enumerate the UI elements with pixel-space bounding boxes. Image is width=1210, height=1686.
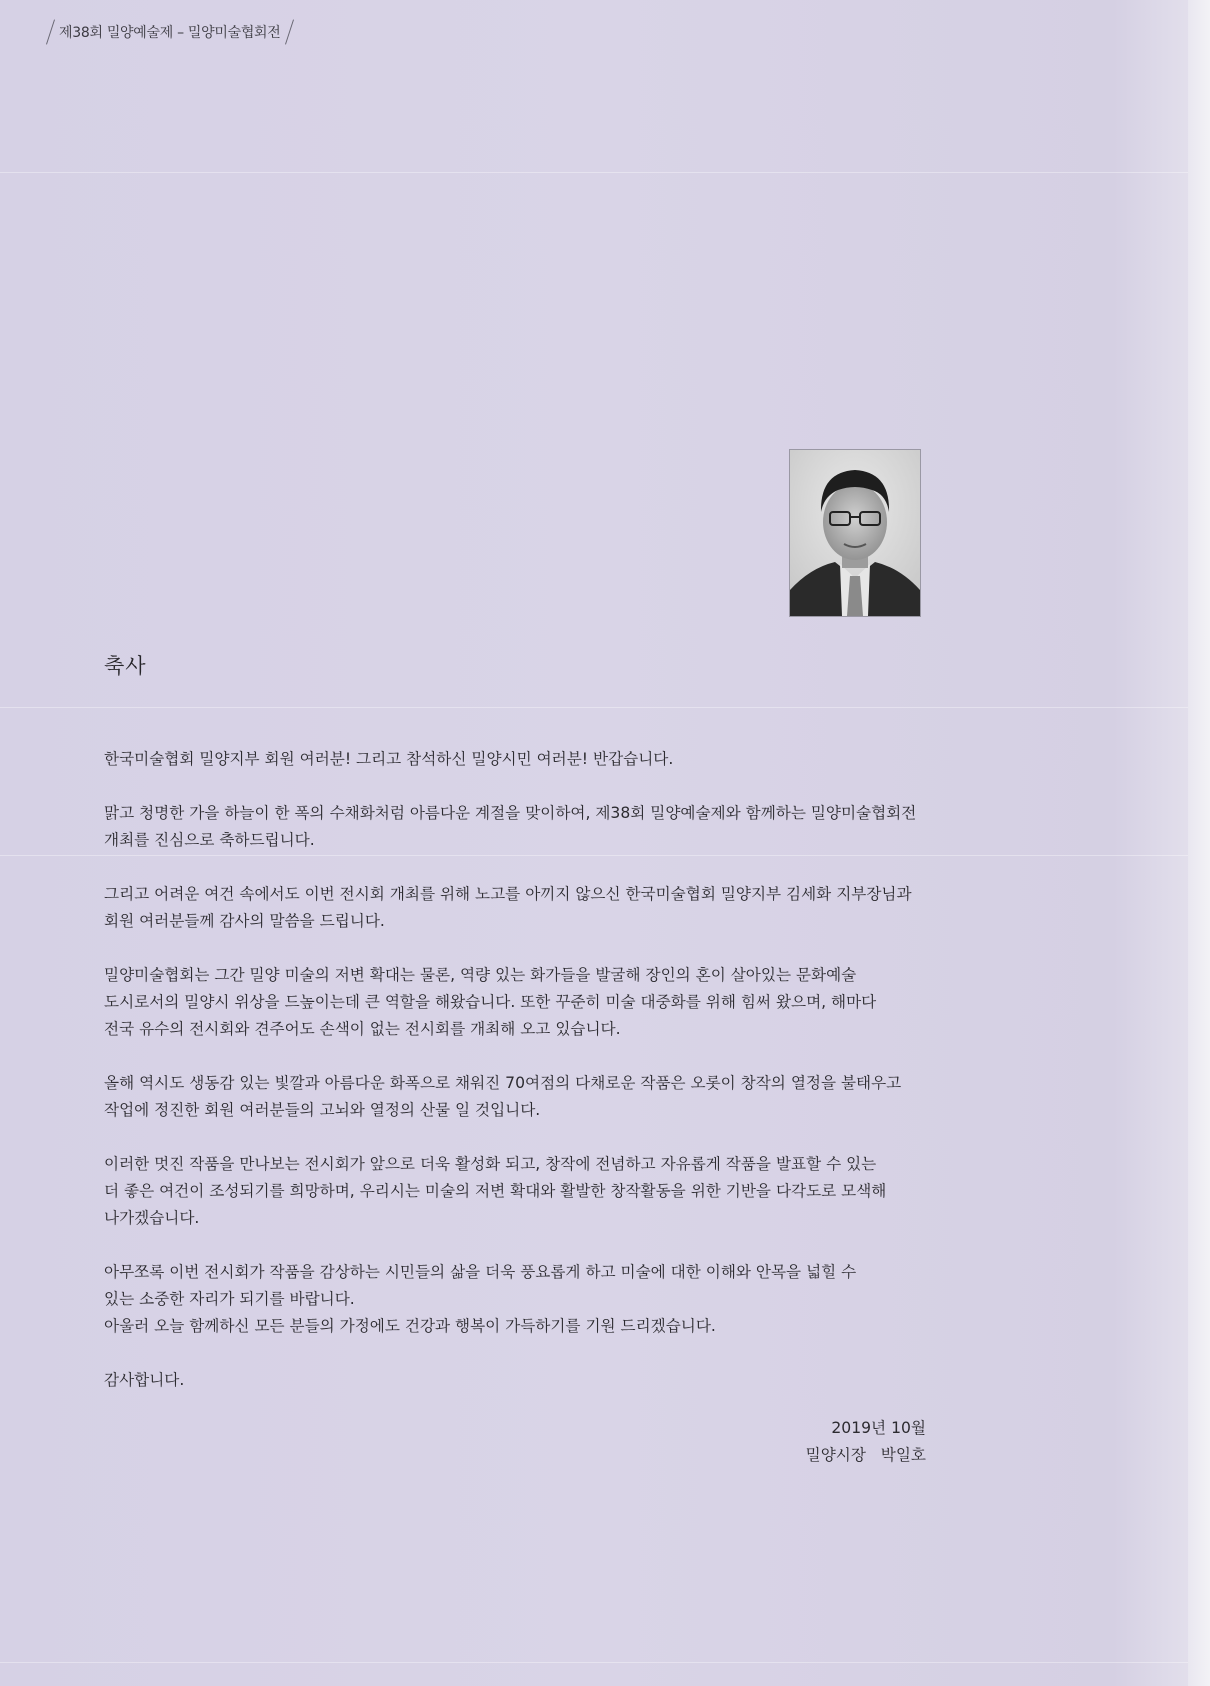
running-header [50, 18, 290, 46]
paragraph: 한국미술협회 밀양지부 회원 여러분! 그리고 참석하신 밀양시민 여러분! 반갑습니다. [104, 750, 674, 768]
signature-name: 밀양시장 박일호 [805, 1446, 926, 1464]
signature-date: 2019년 10월 [831, 1419, 926, 1437]
portrait-photo [789, 449, 921, 617]
scan-line [0, 172, 1188, 173]
paragraph: 아무쪼록 이번 전시회가 작품을 감상하는 시민들의 삶을 더욱 풍요롭게 하고 미술에 대한 이해와 안목을 넓힐 수 있는 소중한 자리가 되기를 바랍니다. 아울러 오늘 함께하신 모든 분들의 가정에도 건강과 행복이 가득하기를 기원 드리겠습니다. [104, 1263, 857, 1335]
paragraph: 그리고 어려운 여건 속에서도 이번 전시회 개최를 위해 노고를 아끼지 않으신 한국미술협회 밀양지부 김세화 지부장님과 회원 여러분들께 감사의 말씀을 드립니다. [104, 885, 912, 930]
letter-body [104, 746, 926, 1421]
paragraph: 이러한 멋진 작품을 만나보는 전시회가 앞으로 더욱 활성화 되고, 창작에 전념하고 자유롭게 작품을 발표할 수 있는 더 좋은 여건이 조성되기를 희망하며, 우리시는 미술의 저변 확대와 활발한 창작활동을 위한 기반을 다각도로 모색해 나가겠습니다. [104, 1155, 887, 1227]
page-title: 축사 [104, 654, 147, 678]
page-edge [1188, 0, 1210, 1686]
header-title: 제38회 밀양예술제 – 밀양미술협회전 [59, 25, 281, 41]
paragraph: 맑고 청명한 가을 하늘이 한 폭의 수채화처럼 아름다운 계절을 맞이하여, 제38회 밀양예술제와 함께하는 밀양미술협회전 개최를 진심으로 축하드립니다. [104, 804, 917, 849]
paragraph: 밀양미술협회는 그간 밀양 미술의 저변 확대는 물론, 역량 있는 화가들을 발굴해 장인의 혼이 살아있는 문화예술 도시로서의 밀양시 위상을 드높이는데 큰 역할을 해왔습니다. 또한 꾸준히 미술 대중화를 위해 힘써 왔으며, 해마다 전국 유수의 전시회와 견주어도 손색이 없는 전시회를 개최해 오고 있습니다. [104, 966, 877, 1038]
signature-block [806, 1415, 926, 1469]
portrait-illustration [790, 450, 920, 616]
paragraph: 올해 역시도 생동감 있는 빛깔과 아름다운 화폭으로 채워진 70여점의 다채로운 작품은 오롯이 창작의 열정을 불태우고 작업에 정진한 회원 여러분들의 고뇌와 열정의 산물 일 것입니다. [104, 1074, 902, 1119]
scan-line [0, 1662, 1188, 1663]
closing-line: 감사합니다. [104, 1371, 185, 1389]
scan-line [0, 707, 1188, 708]
